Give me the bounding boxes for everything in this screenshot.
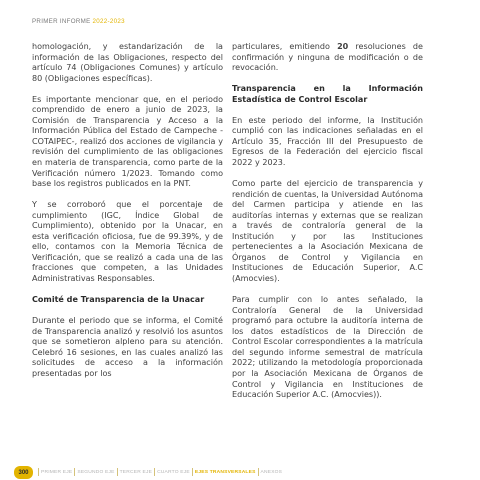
paragraph-auditorias: Como parte del ejercicio de transparencia y rendición de cuentas, la Universidad Autónoma del Carmen participa y atiende en las auditorías internas y externas que se realizan a través de contraloría general de la Institución y por las Instituciones pertenecientes a la Asociación Mexicana de Órganos de Control y Vigilancia en Instituciones de Educación Superior, A.C (Amocvies). <box>232 179 423 284</box>
page-number-badge: 300 <box>14 466 33 479</box>
footer-bar <box>0 466 480 480</box>
resoluciones-text-b: resoluciones de confirmación y ninguna de modificación o de revocación. <box>232 42 423 73</box>
paragraph-resoluciones <box>232 42 423 74</box>
heading-comite: Comité de Transparencia de la Unacar <box>32 295 205 305</box>
nav-primer-eje[interactable]: PRIMER EJE <box>41 469 73 475</box>
right-column <box>232 42 423 411</box>
running-header <box>32 18 125 25</box>
nav-cuarto-eje[interactable]: CUARTO EJE <box>157 469 190 475</box>
paragraph-obligaciones: homologación, y estandarización de la información de las Obligaciones, respecto del artículo 74 (Obligaciones Comunes) y artículo 80 (Obligaciones específicas). <box>32 42 223 83</box>
paragraph-presupuesto: En este periodo del informe, la Institución cumplió con las indicaciones señaladas en el Artículo 35, Fracción III del Presupuesto de Egresos de la Federación del ejercicio fiscal 2022 y 2023. <box>232 115 423 168</box>
resoluciones-text-a: particulares, emitiendo <box>232 42 338 51</box>
resoluciones-count: 20 <box>337 42 349 51</box>
left-column <box>32 42 223 390</box>
nav-ejes-transversales[interactable]: EJES TRANSVERSALES <box>194 469 256 475</box>
paragraph-cumplimiento: Y se corroboró que el porcentaje de cumplimiento (IGC, Índice Global de Cumplimiento), obtenido por la Unacar, en esta verificación oficiosa, fue de 99.39%, y de ello, contamos con la Memoria Técnica de Verificación, que se realizó a cada una de las fracciones que competen, a las Unidades Administrativas Responsables. <box>32 200 223 284</box>
paragraph-sesiones: Durante el periodo que se informa, el Comité de Transparencia analizó y resolvió los asuntos que se sometieron alpleno para su atención. Celebró 16 sesiones, en las cuales analizó las solicitudes de acceso a la información presentadas por los <box>32 316 223 378</box>
nav-tercer-eje[interactable]: TERCER EJE <box>119 469 153 475</box>
header-title: PRIMER INFORME <box>32 18 91 25</box>
nav-anexos[interactable]: ANEXOS <box>260 469 283 475</box>
paragraph-cotaipec: Es importante mencionar que, en el periodo comprendido de enero a junio de 2023, la Comisión de Transparencia y Acceso a la Información Pública del Estado de Campeche -COTAIPEC-, realizó dos acciones de vigilancia y revisión del cumplimiento de las obligaciones en materia de transparencia, como parte de la Verificación número 1/2023. Tomando como base los registros publicados en la PNT. <box>32 94 223 189</box>
nav-segundo-eje[interactable]: SEGUNDO EJE <box>77 469 115 475</box>
heading-estadistica: Transparencia en la Información Estadística de Control Escolar <box>232 84 423 104</box>
section-nav <box>38 468 284 476</box>
paragraph-contraloria: Para cumplir con lo antes señalado, la Contraloría General de la Universidad programó para octubre la auditoría interna de los datos estadísticos de la Dirección de Control Escolar correspondientes a la matrícula del segundo informe semestral de matrícula 2022; utilizando la metodología proporcionada por la Asociación Mexicana de Órganos de Control y Vigilancia en Instituciones de Educación Superior A.C. (Amocvies)). <box>232 295 423 400</box>
header-year: 2022-2023 <box>92 18 125 25</box>
